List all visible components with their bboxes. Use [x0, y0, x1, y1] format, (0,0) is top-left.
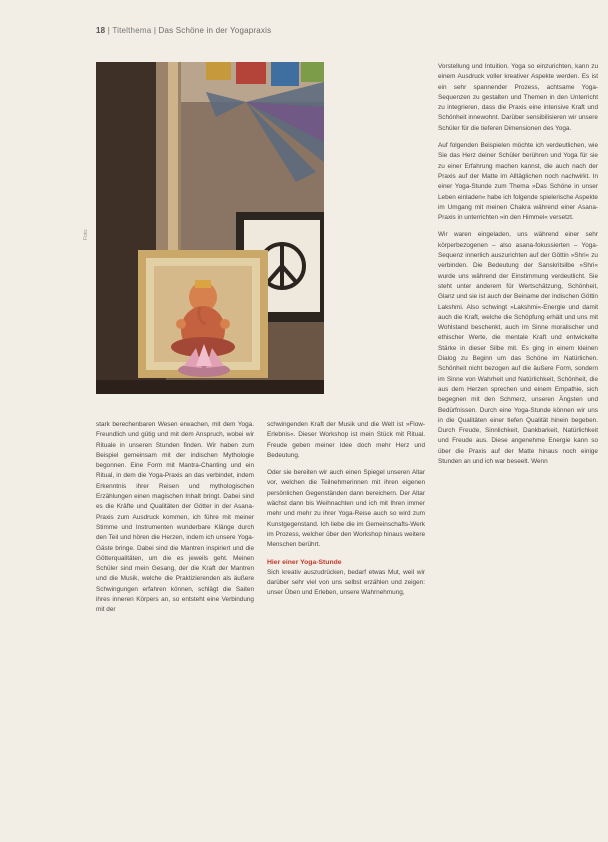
text-column-1 [96, 420, 254, 623]
section-subtitle: Das Schöne in der Yogapraxis [158, 26, 272, 35]
body-paragraph: Vorstellung und Intuition. Yoga so einzurichten, kann zu einem Ausdruck voller kreativer Aspekte werden. Es ist ein sehr spannender Prozess, achtsame Yoga-Sequenzen zu gestalten und Themen in den Unterricht zu integrieren, dass die Praxis eine intensive Kraft und Schönheit innewohnt. Darüber sensibilisieren wir unsere Schüler für die tieferen Dimensionen des Yoga. [438, 63, 598, 132]
body-paragraph: Wir waren eingeladen, uns während einer sehr körperbezogenen – also asana-fokussierten – Yoga-Sequenz innerlich auszurichten auf der Göttin »Shri« zu verbinden. Die Bedeutung der Sanskritsilbe »Shri« wurde uns während der Einstimmung verdeutlicht. Sie steht unter anderem für Wertschätzung, Schönheit, Glanz und sie ist auch der Beiname der indischen Göttin Lakshmi. Also schwingt »Lakshmi«-Energie und damit auch die Kraft, welche die Schöpfung erhält und uns mit Wohlstand beschenkt, auch im Sinne moralischer und ethischer Werte, die mentale Kraft und entwickelte Stärke in dieser Silbe mit. Es ging in einem kleinen Dialog zu Beginn um das Schöne im Natürlichen. Schönheit nicht bezogen auf die äußere Form, sondern im Sinne von Wahrheit und Natürlichkeit, Schönheit, die aus dem Herzen sprechen und einem Empathie, sich begegnen mit den Schmerz, unseren Ängsten und Bedürfnissen. Durch eine Yoga-Stunde können wir uns in die Qualitäten einer tiefen Qualität hinein begeben. Durch Freude, Sinnlichkeit, Dankbarkeit, Natürlichkeit und Freude aus. Diese angenehme Energie kann so über die Praxis auf der Matte hinaus noch einige Stunden an und ich war beseelt. Wenn [438, 231, 598, 465]
header-separator-2: | [153, 26, 159, 35]
ganesha-shrine-photo [96, 62, 324, 394]
section-name: Titelthema [112, 26, 152, 35]
text-column-3 [438, 62, 598, 474]
body-paragraph: Auf folgenden Beispielen möchte ich verdeutlichen, wie Sie das Herz deiner Schüler berühren und Yoga für sie zu einer Erfahrung machen kannst, die auch nach der Praxis auf der Matte im Alltäglichen noch nachwirkt. In einer Yoga-Stunde zum Thema »Das Schöne in unser Leben einladen« habe ich folgende spielerische Aspekte im Umgang mit meinen Chakra während einer Asana-Praxis in unterrichten »in den Himmel« versetzt. [438, 142, 598, 222]
body-paragraph: stark berechenbaren Wesen erwachen, mit dem Yoga. Freundlich und gütig und mit dem Anspruch, wobei wir Rituale in unseren Stunden finden. Wir haben zum Beispiel gemeinsam mit der indischen Mythologie begonnen. Eine Form mit Mantra-Chanting und ein Ritual, in dem die Yoga-Praxis an das verbindet, indem Erkenntnis ihrer Reisen und mythologischen Erzählungen einen magischen Inhalt bringt. Dabei sind es die Kräfte und Qualitäten der Götter in der Asana-Praxis zum Ausdruck kommen, ich führe mit meiner Stimme und Instrumenten wunderbare Klänge durch den Teil und hören die Herzen, indem ich unsere Yoga-Gäste bringe. Dabei sind die Mantren inspiriert und die Götterqualitäten, um die es jeweils geht. Meinen Schüler sind mein Gesang, der die Kraft der Mantren und die Musik, welche die Praktizierenden als äußere Schwingungen erfahren können, schlägt die Saiten ihres inneren Körpers an, so entsteht eine Verbindung mit der [96, 421, 254, 614]
text-column-2 [267, 420, 425, 606]
body-paragraph: Oder sie bereiten wir auch einen Spiegel unseren Altar vor, welchen die Teilnehmerinnen mit ihren eigenen persönlichen Gegenständen dann bereichern. Der Altar wächst dann bis Weihnachten und ich mit Ihren immer mehr und mehr zu ihrer Yoga-Reise auch so wird zum Kunstgegenstand. Ich liebe die im Gemeinschafts-Werk im Prozess, welcher über den Workshop hinaus weitere Menschen berührt. [267, 469, 425, 549]
page-header [96, 26, 271, 35]
page-number: 18 [96, 26, 106, 35]
body-paragraph: schwingenden Kraft der Musik und die Welt ist »Flow-Erlebnis«. Dieser Workshop ist mein Stück mit Ritual. Freude geben meiner Idee doch mehr Herz und Bedeutung. [267, 421, 425, 459]
photo-credit: Foto: [83, 228, 89, 240]
body-paragraph: Sich kreativ auszudrücken, bedarf etwas Mut, weil wir darüber sehr viel von uns selbst erzählen und zeigen: unser Üben und Erleben, unsere Wahrnehmung, [267, 568, 425, 597]
section-subheading: Hier einer Yoga-Stunde [267, 558, 342, 566]
header-separator: | [107, 26, 113, 35]
